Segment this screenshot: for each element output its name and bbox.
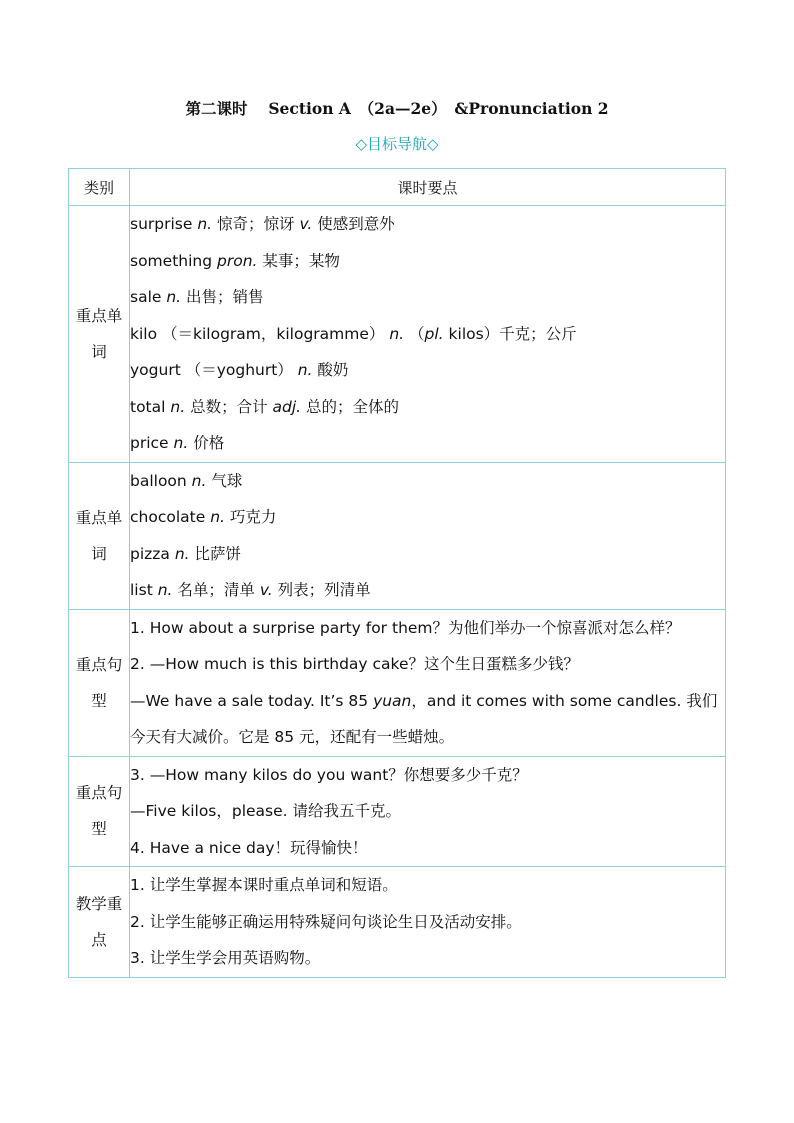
table-row: [69, 756, 726, 867]
point-line: [130, 425, 725, 462]
pos-abbrev: n.: [297, 361, 313, 379]
table-row: [69, 206, 726, 463]
section-subtitle: ◇目标导航◇: [355, 135, 439, 153]
pos-abbrev: pl.: [424, 324, 444, 343]
point-text: 比萨饼: [189, 544, 242, 563]
point-text: 某事；某物: [257, 251, 340, 270]
point-line: [130, 940, 725, 977]
point-text: 价格: [188, 434, 225, 452]
point-text: 使感到意外: [312, 215, 395, 233]
point-text: —We have a sale today. It’s 85: [130, 691, 374, 710]
point-text: 惊奇；惊讶: [212, 215, 300, 233]
point-text: 4. Have a nice day！玩得愉快！: [130, 838, 368, 857]
point-text: 巧克力: [224, 508, 277, 526]
point-text: 名单；清单: [172, 581, 260, 599]
point-line: [130, 793, 725, 830]
category-cell: 重点单词: [69, 462, 130, 609]
point-text: pizza: [130, 544, 175, 563]
point-line: [130, 867, 725, 904]
pos-abbrev: n.: [174, 544, 190, 563]
point-text: kilo （＝kilogram，kilogramme）: [130, 324, 390, 343]
pos-abbrev: adj.: [272, 397, 302, 416]
point-text: 总数；合计: [185, 397, 273, 416]
points-cell: [130, 206, 726, 463]
point-text: kilos）千克；公斤: [443, 324, 577, 343]
pos-abbrev: pron.: [217, 251, 258, 270]
point-text: balloon: [130, 471, 192, 490]
point-line: [130, 610, 725, 647]
point-line: [130, 683, 725, 756]
pos-abbrev: n.: [197, 215, 213, 233]
table-row: [69, 867, 726, 978]
point-text: （: [404, 324, 425, 343]
points-cell: [130, 756, 726, 867]
point-text: something: [130, 251, 217, 270]
point-line: [130, 499, 725, 536]
pos-abbrev: n.: [191, 471, 207, 490]
point-text: ，and it comes with some candles. 我们今天有大减价。它是 85 元，还配有一些蜡烛。: [130, 691, 718, 746]
point-text: 1. 让学生掌握本课时重点单词和短语。: [130, 876, 398, 894]
pos-abbrev: v.: [259, 581, 273, 599]
point-text: 2. 让学生能够正确运用特殊疑问句谈论生日及活动安排。: [130, 912, 522, 931]
point-line: [130, 389, 725, 426]
point-text: 2. —How much is this birthday cake？这个生日蛋糕多少钱？: [130, 655, 580, 673]
points-cell: [130, 609, 726, 756]
pos-abbrev: v.: [299, 215, 313, 233]
point-line: [130, 316, 725, 353]
category-cell: 教学重点: [69, 867, 130, 978]
point-text: —Five kilos，please. 请给我五千克。: [130, 802, 402, 820]
pos-abbrev: n.: [389, 324, 405, 343]
points-cell: [130, 867, 726, 978]
point-text: 3. 让学生学会用英语购物。: [130, 949, 321, 967]
point-text: yogurt （＝yoghurt）: [130, 361, 298, 379]
category-cell: 重点句型: [69, 756, 130, 867]
point-line: [130, 206, 725, 243]
point-text: 酸奶: [312, 361, 349, 379]
point-text: 1. How about a surprise party for them？为他们举办一个惊喜派对怎么样？: [130, 618, 681, 637]
pos-abbrev: yuan: [373, 691, 412, 710]
pos-abbrev: n.: [173, 434, 189, 452]
point-line: [130, 572, 725, 609]
pos-abbrev: n.: [210, 508, 225, 526]
point-text: sale: [130, 288, 167, 306]
point-text: total: [130, 397, 171, 416]
point-line: [130, 463, 725, 500]
point-line: [130, 646, 725, 683]
category-cell: 重点句型: [69, 609, 130, 756]
point-line: [130, 904, 725, 941]
point-text: 气球: [206, 471, 243, 490]
point-text: 总的；全体的: [301, 397, 400, 416]
category-cell: 重点单词: [69, 206, 130, 463]
table-row: [69, 462, 726, 609]
point-text: price: [130, 434, 174, 452]
point-line: [130, 279, 725, 316]
page-title: 第二课时 Section A （2a—2e） &Pronunciation 2: [185, 99, 609, 118]
point-text: surprise: [130, 215, 198, 233]
pos-abbrev: n.: [157, 581, 173, 599]
point-line: [130, 352, 725, 389]
pos-abbrev: n.: [170, 397, 186, 416]
point-text: chocolate: [130, 508, 211, 526]
points-cell: [130, 462, 726, 609]
header-points: 课时要点: [130, 169, 726, 206]
lesson-points-table: [68, 168, 726, 978]
point-line: [130, 830, 725, 867]
point-text: 出售；销售: [181, 288, 264, 306]
pos-abbrev: n.: [166, 288, 182, 306]
table-row: [69, 609, 726, 756]
point-line: [130, 757, 725, 794]
point-text: 3. —How many kilos do you want？你想要多少千克？: [130, 765, 528, 784]
point-text: list: [130, 581, 158, 599]
header-category: 类别: [69, 169, 130, 206]
point-line: [130, 243, 725, 280]
point-line: [130, 536, 725, 573]
table-header-row: [69, 169, 726, 206]
point-text: 列表；列清单: [272, 581, 371, 599]
